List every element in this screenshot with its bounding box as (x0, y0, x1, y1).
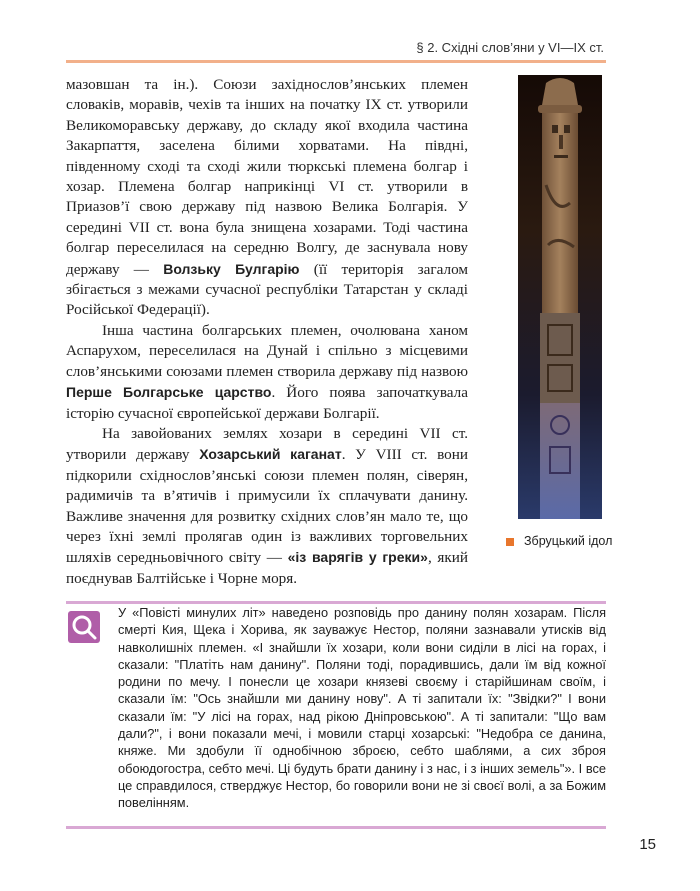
main-text-column (66, 75, 468, 589)
header-divider (66, 60, 606, 63)
key-term: Перше Болгарське царство (66, 384, 272, 401)
paragraph-3: На завойованих землях хозари в середині VII ст. утворили державу Хозарський каганат. У VIII ст. вони підкорили східнослов’янські союзи племен полян, сіверян, радимичів та в’ятичів і примусили їх сплачувати данину. Важливе значення для розвитку східних слов’ян мало те, що через їхні землі пролягав один із важливих торговельних шляхів середньовічного світу — «із варягів у греки», який поєднував Балтійське і Чорне моря. (66, 424, 469, 587)
caption-marker-icon (506, 538, 514, 546)
running-header: § 2. Східні слов’яни у VI—IX ст. (416, 40, 604, 55)
zbruch-idol-photo (518, 75, 602, 519)
page-number: 15 (639, 836, 656, 853)
figure-caption: Збруцький ідол (506, 534, 626, 548)
paragraph-1: мазовшан та ін.). Союзи західнослов’янських племен словаків, моравів, чехів та інших на початку IX ст. утворили Великоморавську державу, до складу якої входила частина Закарпаття, заселена білими хорватами. На півдні, південному сході та сході жили тюркські племена болгар і хозар. Племена болгар наприкінці VI ст. утворили в Приазов’ї свою державу під назвою Велика Болгарія. У середині VII ст. вона була знищена хозарами. Тоді частина болгар переселилася на середню Волгу, де заснувала нову державу — Волзьку Булгарію (її територія загалом збігається з межами сучасної республіки Татарстан у складі Російської Федерації). (66, 76, 469, 319)
key-term: «із варягів у греки» (287, 549, 428, 566)
idol-illustration (518, 75, 602, 519)
chronicle-quote: У «Повісті минулих літ» наведено розповідь про данину полян хозарам. Після смерті Кия, Щека і Хорива, як зауважує Нестор, поляни зазнавали утисків від навколишніх племен. «І знайшли їх хозари, коли вони сиділи в лісі на горах, і сказали: "Платіть нам данину". Поляни тоді, порадившись, дали їм від кожної родини по мечу. І понесли це хозари князеві своєму і старійшинам своїм, і сказали їм: "Ось знайшли ми данину нову". А ті запитали їх: "Звідки?" І вони сказали їм: "У лісі на горах, над рікою Дніпровською". А ті запитали: "Що вам дали?", і вони показали мечі, і мовили старці хозарські: "Недобра се данина, княже. Ми здобули її однобічною зброєю, себто шаблями, а сих зброя обоюдогостра, себто мечі. Ці будуть брати данину і з нас, і з інших земель"». І все це справдилося, стверджує Нестор, бо говорили вони не зі своєї волі, а за Божим повелінням. (118, 605, 606, 811)
quote-bottom-divider (66, 826, 606, 829)
magnifier-icon (68, 611, 100, 643)
key-term: Хозарський каганат (199, 446, 342, 463)
key-term: Волзьку Булгарію (163, 260, 300, 277)
paragraph-2: Інша частина болгарських племен, очолювана ханом Аспарухом, переселилася на Дунай і спільно з місцевими слов’янськими союзами племен створила державу під назвою Перше Болгарське царство. Його поява започаткувала історію сучасної європейської держави Болгарії. (66, 321, 468, 422)
